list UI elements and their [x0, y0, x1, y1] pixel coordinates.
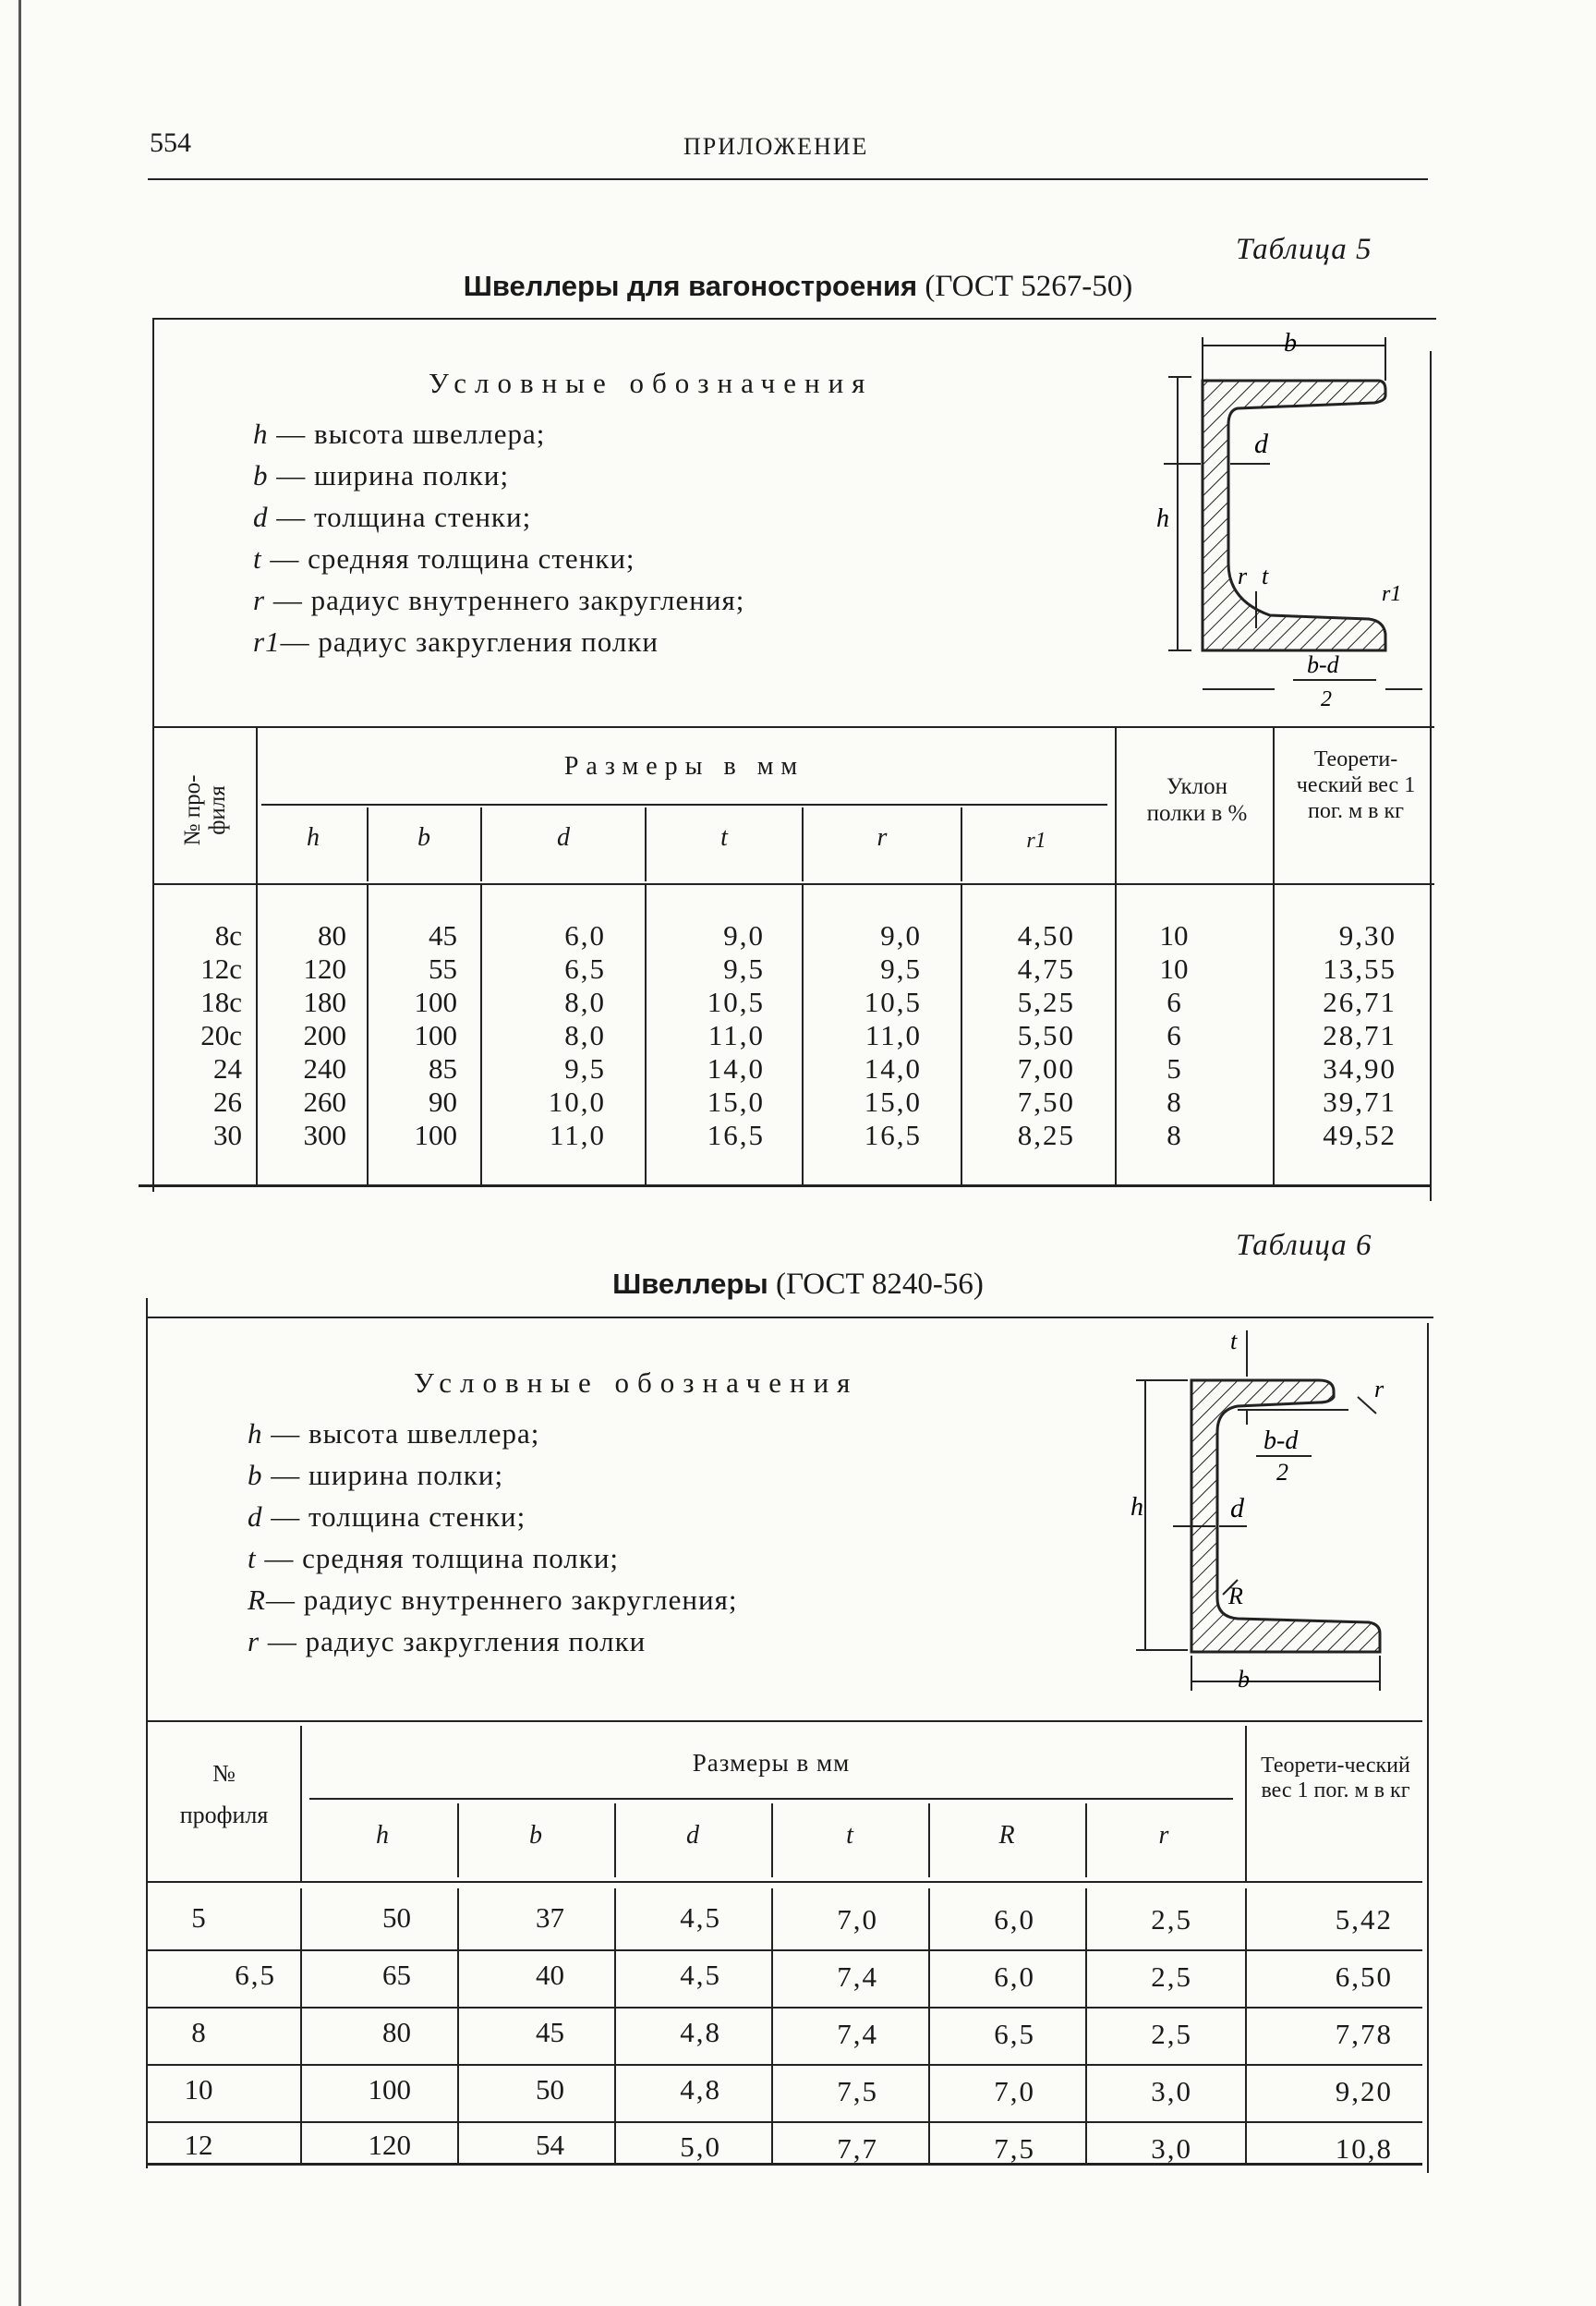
table6-caption: Таблица 6: [1236, 1229, 1372, 1262]
page-left-edge: [18, 0, 21, 2306]
legend-item-r: r — радиус закругления полки: [248, 1625, 647, 1657]
t5-col-r1-values: [968, 919, 1075, 1152]
table-cell: 8c: [214, 919, 242, 952]
table6-title-bold: Швеллеры: [612, 1268, 768, 1300]
table6-legend-heading: Условные обозначения: [414, 1366, 859, 1399]
table-cell: 80: [318, 919, 346, 952]
page-number: 554: [150, 127, 191, 158]
fig6-label-r: r: [1374, 1376, 1384, 1402]
table-cell: 7,4: [837, 1960, 878, 1993]
table-cell: 7,7: [837, 2132, 878, 2165]
channel-diagram-6: [1108, 1321, 1422, 1718]
table-cell: 260: [303, 1086, 346, 1118]
table-cell: 200: [303, 1019, 346, 1051]
t6-sub-b: b: [529, 1821, 542, 1850]
t5-sub-h: h: [307, 823, 320, 852]
t6-col-no: №: [212, 1760, 236, 1787]
table-cell: 6,50: [1335, 1960, 1393, 1993]
table6-title-std: (ГОСТ 8240-56): [776, 1268, 984, 1301]
table-cell: 12c: [200, 953, 242, 985]
table-cell: 10,5: [707, 986, 765, 1018]
fig5-label-h: h: [1156, 504, 1169, 533]
t5-col-slope-values: [1122, 919, 1226, 1152]
t5-col-profile-values: [166, 919, 242, 1152]
t6-sub-r: r: [1158, 1821, 1169, 1850]
legend-item-h: h — высота швеллера;: [253, 418, 546, 450]
fig5-label-d: d: [1254, 429, 1268, 459]
fig6-label-t: t: [1230, 1328, 1238, 1354]
table-cell: 6,5: [994, 2018, 1035, 2050]
table-cell: 9,20: [1335, 2075, 1393, 2107]
table-cell: 9,0: [723, 919, 765, 952]
table-cell: 37: [536, 1901, 564, 1934]
table-cell: 14,0: [864, 1052, 922, 1085]
table5-caption: Таблица 5: [1236, 233, 1372, 266]
table-cell: 4,8: [680, 2016, 721, 2048]
table-cell: 34,90: [1323, 1052, 1396, 1085]
t5-sub-r1: r1: [1026, 829, 1046, 853]
table-cell: 9,5: [564, 1052, 606, 1085]
fig6-frac-num: b-d: [1264, 1426, 1299, 1455]
table-cell: 8,25: [1017, 1119, 1075, 1151]
table-cell: 4,50: [1017, 919, 1075, 952]
fig6-label-b: b: [1238, 1666, 1250, 1693]
legend-item-r1: r1— радиус закругления полки: [253, 625, 659, 658]
table-cell: 26: [213, 1086, 242, 1118]
table-cell: 8: [191, 2016, 206, 2048]
table-cell: 7,50: [1017, 1086, 1075, 1118]
t5-col-sizes: Размеры в мм: [563, 752, 805, 781]
table-cell: 9,5: [880, 953, 922, 985]
table-cell: 9,5: [723, 953, 765, 985]
legend-item-d: d — толщина стенки;: [253, 501, 532, 533]
table-cell: 240: [303, 1052, 346, 1085]
t5-col-b-values: [372, 919, 457, 1152]
legend-item-d: d — толщина стенки;: [248, 1500, 526, 1533]
table-cell: 3,0: [1151, 2132, 1192, 2165]
table-cell: 8: [1167, 1119, 1181, 1151]
table-cell: 100: [368, 2073, 411, 2106]
table-cell: 5,25: [1017, 986, 1075, 1018]
table-cell: 15,0: [707, 1086, 765, 1118]
table-cell: 10: [1159, 953, 1189, 985]
t5-sub-r: r: [877, 823, 888, 852]
legend-item-t: t — средняя толщина полки;: [248, 1542, 620, 1574]
fig5-label-r: r: [1238, 563, 1248, 589]
t6-sub-R: R: [998, 1821, 1015, 1850]
table-cell: 26,71: [1323, 986, 1396, 1018]
table-cell: 6,0: [994, 1903, 1035, 1936]
fig5-label-r1: r1: [1382, 582, 1402, 606]
table-cell: 7,0: [994, 2075, 1035, 2107]
table-cell: 90: [429, 1086, 457, 1118]
table-cell: 11,0: [864, 1019, 922, 1051]
table-cell: 39,71: [1323, 1086, 1396, 1118]
t5-sub-b: b: [417, 823, 430, 852]
table-cell: 16,5: [707, 1119, 765, 1151]
table-cell: 7,00: [1017, 1052, 1075, 1085]
table-cell: 10: [184, 2073, 213, 2106]
table-cell: 5: [191, 1901, 206, 1934]
table5-title-bold: Швеллеры для вагоностроения: [463, 270, 918, 302]
t5-col-profile: № про-филя: [180, 774, 230, 846]
table-cell: 7,78: [1335, 2018, 1393, 2050]
table-cell: 20c: [200, 1019, 242, 1051]
table-cell: 8,0: [564, 1019, 606, 1051]
table-cell: 6,0: [994, 1960, 1035, 1993]
legend-item-b: b — ширина полки;: [253, 459, 510, 492]
table-cell: 40: [536, 1959, 564, 1991]
table5-legend: [253, 362, 873, 662]
table-cell: 12: [184, 2129, 213, 2161]
header-rule: [148, 178, 1428, 180]
t5-col-h-values: [261, 919, 346, 1152]
channel-diagram-5: [1108, 323, 1441, 711]
table-cell: 7,0: [837, 1903, 878, 1936]
table-cell: 6,0: [564, 919, 606, 952]
fig6-label-h: h: [1130, 1493, 1143, 1522]
table-cell: 18c: [200, 986, 242, 1018]
table-cell: 2,5: [1151, 1903, 1192, 1936]
table-cell: 5,50: [1017, 1019, 1075, 1051]
table-cell: 2,5: [1151, 1960, 1192, 1993]
table-cell: 45: [536, 2016, 564, 2048]
table-cell: 2,5: [1151, 2018, 1192, 2050]
table-cell: 55: [429, 953, 457, 985]
t5-sub-t: t: [720, 823, 728, 852]
table6-title: [0, 1268, 1596, 1302]
table-cell: 16,5: [864, 1119, 922, 1151]
table-cell: 6,5: [235, 1959, 276, 1991]
fig6-label-R: R: [1228, 1583, 1243, 1609]
table5-legend-heading: Условные обозначения: [429, 367, 874, 399]
table-cell: 15,0: [864, 1086, 922, 1118]
t6-sub-h: h: [376, 1821, 389, 1850]
table-cell: 65: [382, 1959, 411, 1991]
table5-title-std: (ГОСТ 5267-50): [925, 270, 1133, 303]
table-cell: 11,0: [707, 1019, 765, 1051]
table-cell: 54: [536, 2129, 564, 2161]
table-cell: 6: [1167, 986, 1181, 1018]
table-cell: 7,4: [837, 2018, 878, 2050]
table-cell: 30: [213, 1119, 242, 1151]
t5-sub-d: d: [557, 823, 570, 852]
running-header: ПРИЛОЖЕНИЕ: [683, 133, 869, 160]
fig6-label-d: d: [1230, 1493, 1244, 1523]
fig6-frac-den: 2: [1276, 1459, 1288, 1486]
table-cell: 8: [1167, 1086, 1181, 1118]
t6-sub-t: t: [846, 1821, 853, 1850]
table-cell: 6: [1167, 1019, 1181, 1051]
table-cell: 100: [414, 1119, 457, 1151]
table-cell: 6,5: [564, 953, 606, 985]
table-cell: 10,8: [1335, 2132, 1393, 2165]
fig5-label-b: b: [1284, 329, 1297, 358]
legend-item-h: h — высота швеллера;: [248, 1417, 540, 1450]
table-cell: 4,8: [680, 2073, 721, 2106]
table-cell: 4,5: [680, 1959, 721, 1991]
table-cell: 3,0: [1151, 2075, 1192, 2107]
table5-title: [0, 270, 1596, 304]
table-cell: 120: [368, 2129, 411, 2161]
table-cell: 100: [414, 1019, 457, 1051]
fig5-frac-num: b-d: [1307, 651, 1339, 678]
table-cell: 7,5: [994, 2132, 1035, 2165]
table-cell: 180: [303, 986, 346, 1018]
t6-col-sizes: Размеры в мм: [692, 1749, 851, 1777]
t5-col-t-values: [652, 919, 765, 1152]
fig5-label-t: t: [1262, 563, 1269, 589]
table-cell: 45: [429, 919, 457, 952]
table-cell: 14,0: [707, 1052, 765, 1085]
table-cell: 5,0: [680, 2130, 721, 2163]
t5-col-weight: Теорети-ческий вес 1 пог. м в кг: [1296, 747, 1416, 823]
table-cell: 120: [303, 953, 346, 985]
table-cell: 50: [382, 1901, 411, 1934]
t5-col-r-values: [809, 919, 922, 1152]
table-cell: 13,55: [1323, 953, 1396, 985]
table-cell: 8,0: [564, 986, 606, 1018]
t6-sub-d: d: [686, 1821, 699, 1850]
table-cell: 5: [1167, 1052, 1181, 1085]
legend-item-b: b — ширина полки;: [248, 1459, 504, 1491]
table-cell: 100: [414, 986, 457, 1018]
legend-item-r: r — радиус внутреннего закругления;: [253, 584, 745, 616]
table-cell: 7,5: [837, 2075, 878, 2107]
t6-col-profile: профиля: [179, 1802, 269, 1828]
table-cell: 28,71: [1323, 1019, 1396, 1051]
table-cell: 80: [382, 2016, 411, 2048]
table-cell: 4,5: [680, 1901, 721, 1934]
table6-legend: [248, 1362, 858, 1662]
t5-col-d-values: [490, 919, 606, 1152]
table-cell: 85: [429, 1052, 457, 1085]
table-cell: 50: [536, 2073, 564, 2106]
table-cell: 9,30: [1338, 919, 1396, 952]
table-cell: 49,52: [1323, 1119, 1396, 1151]
t6-col-weight: Теорети-ческий вес 1 пог. м в кг: [1261, 1754, 1410, 1802]
table-cell: 10: [1159, 919, 1189, 952]
table-cell: 300: [303, 1119, 346, 1151]
legend-item-t: t — средняя толщина стенки;: [253, 542, 635, 575]
table-cell: 10,5: [864, 986, 922, 1018]
table-cell: 5,42: [1335, 1903, 1393, 1936]
table-cell: 10,0: [548, 1086, 606, 1118]
table-cell: 11,0: [549, 1119, 606, 1151]
t5-col-weight-values: [1280, 919, 1396, 1152]
legend-item-R: R— радиус внутреннего закругления;: [248, 1584, 738, 1616]
table-cell: 24: [213, 1052, 242, 1085]
fig5-frac-den: 2: [1321, 687, 1332, 711]
t5-col-slope: Уклон полки в %: [1146, 774, 1248, 826]
table-cell: 4,75: [1017, 953, 1075, 985]
table-cell: 9,0: [880, 919, 922, 952]
